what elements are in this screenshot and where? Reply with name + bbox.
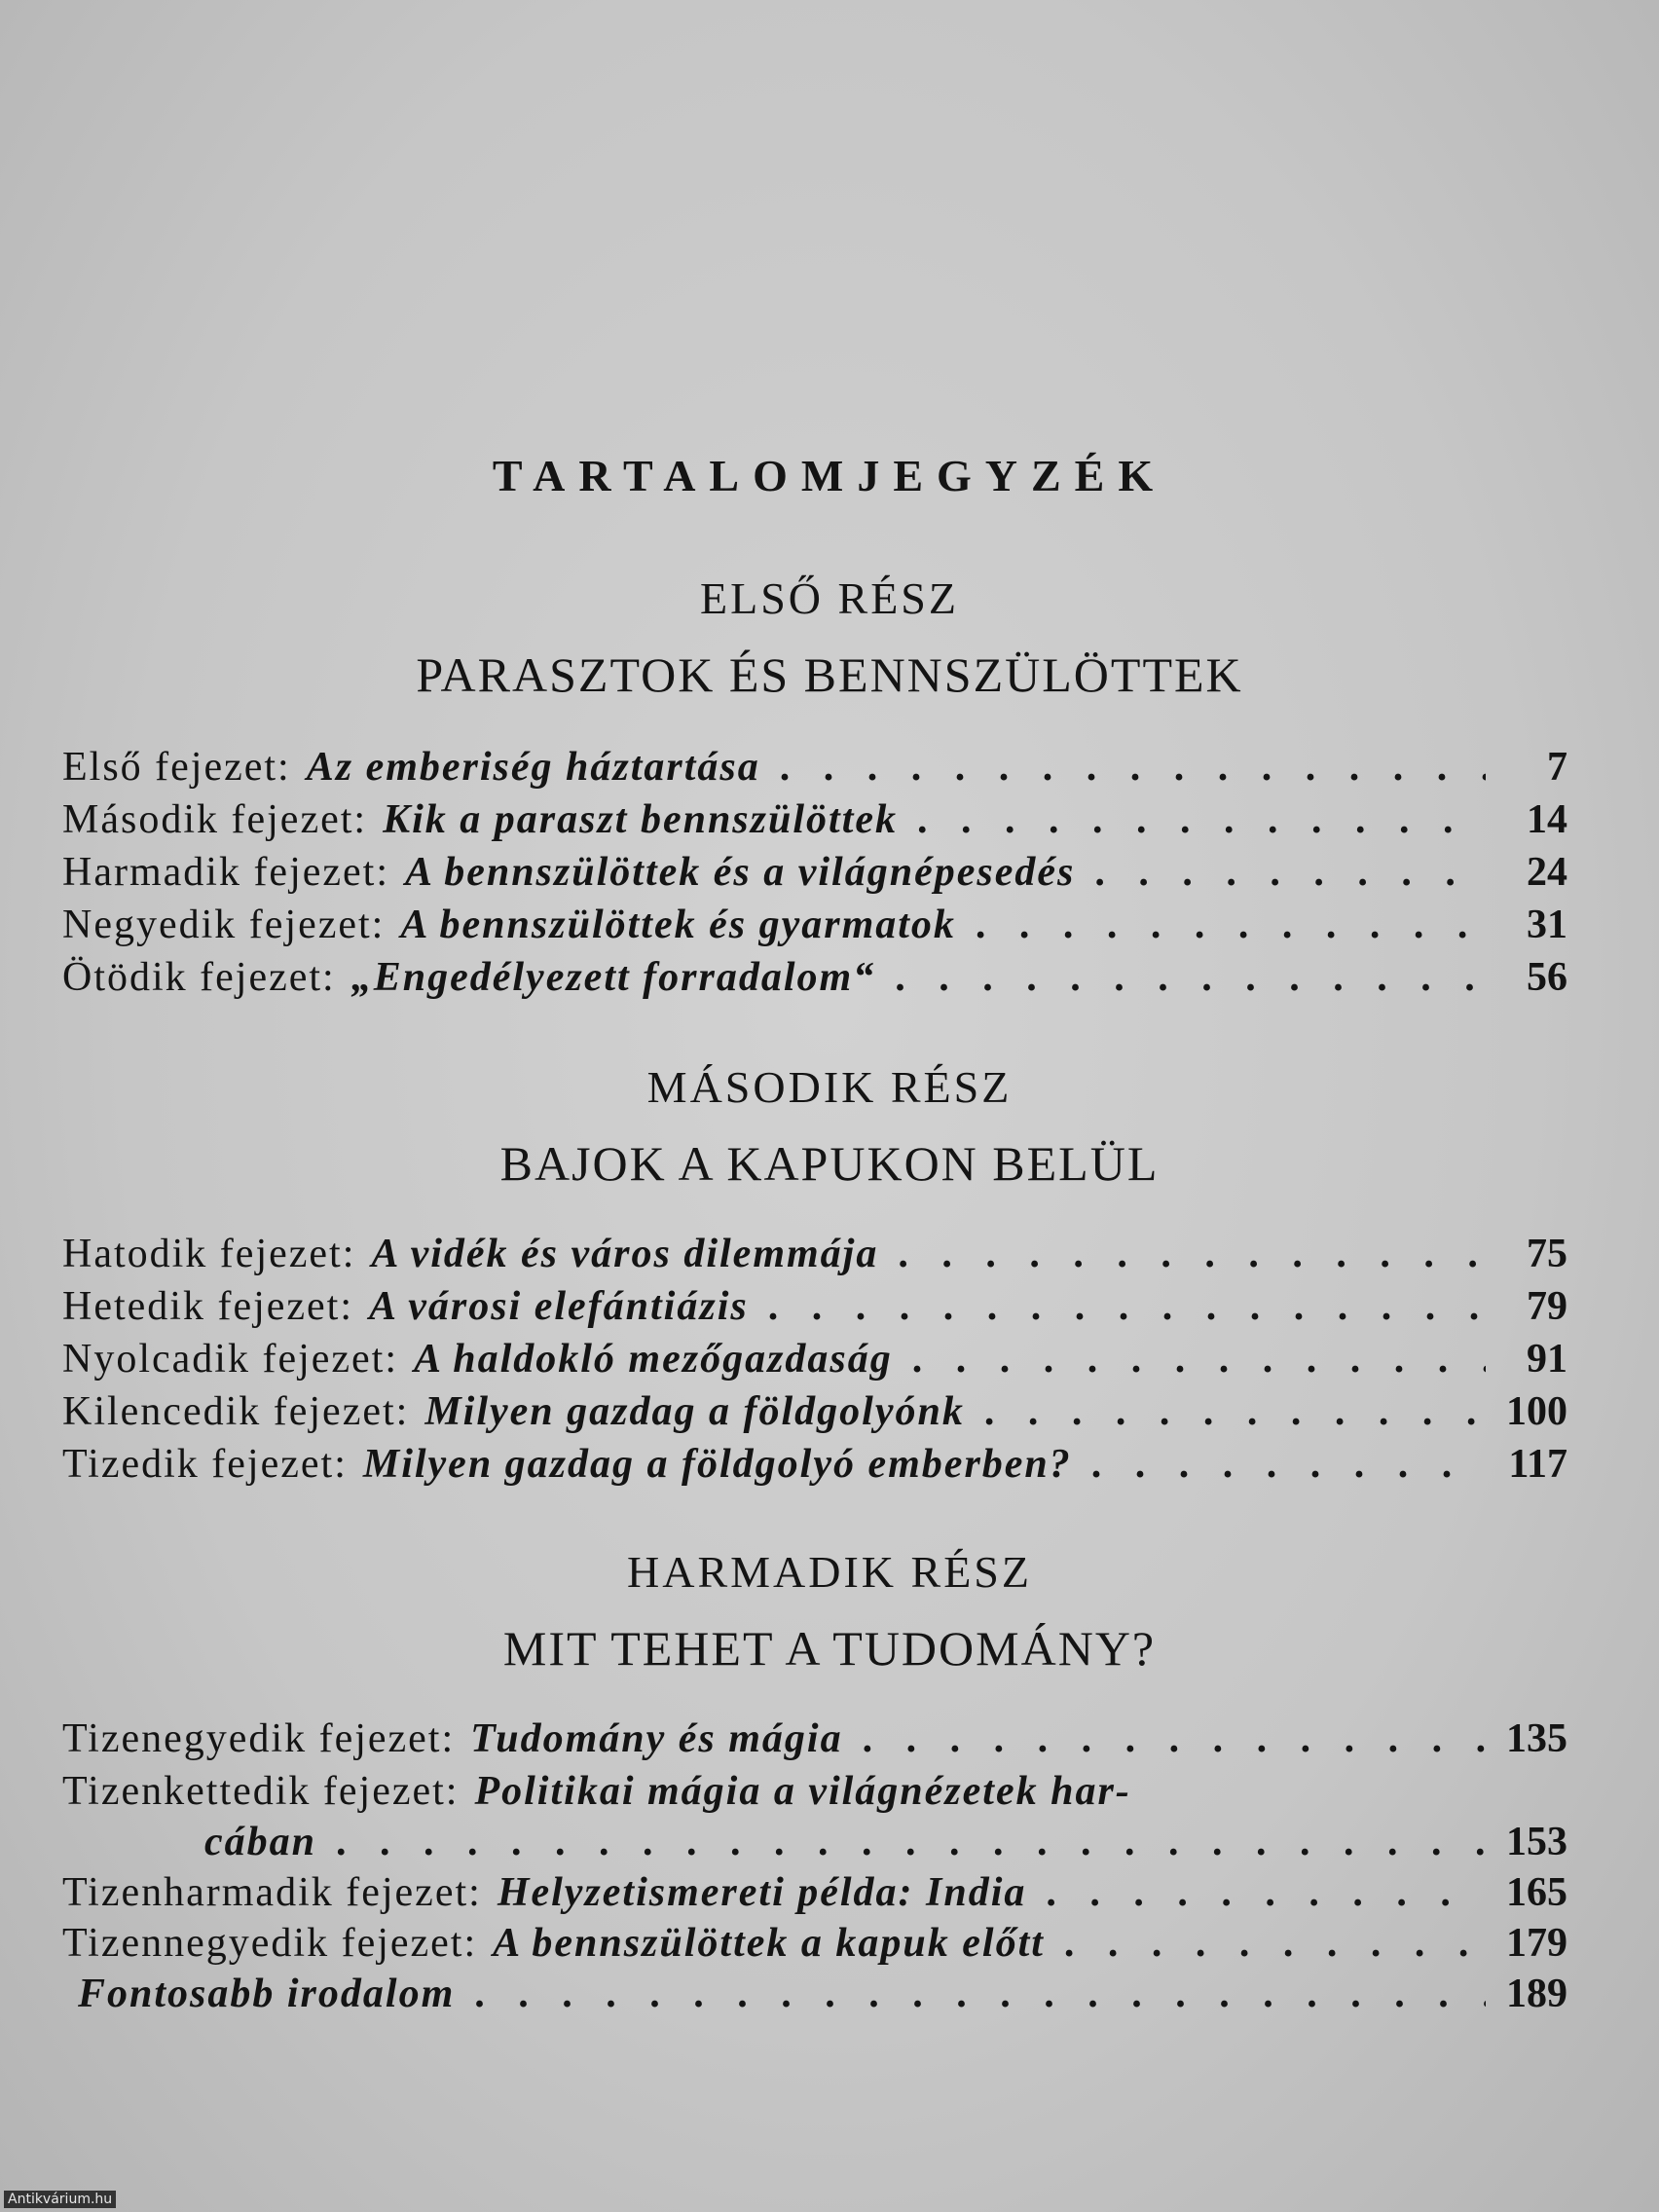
chapter-title: Kik a paraszt bennszülöttek bbox=[383, 797, 899, 842]
toc-entry bbox=[62, 849, 1567, 902]
page-number: 56 bbox=[1527, 955, 1567, 1000]
part-title-1: PARASZTOK ÉS BENNSZÜLÖTTEK bbox=[416, 647, 1243, 702]
chapter-title: A haldokló mezőgazdaság bbox=[414, 1337, 893, 1382]
chapter-label: Tizennegyedik fejezet: bbox=[62, 1921, 478, 1966]
page-number: 91 bbox=[1527, 1337, 1567, 1382]
chapter-title: Milyen gazdag a földgolyó emberben? bbox=[362, 1442, 1072, 1487]
toc-entry bbox=[62, 1231, 1567, 1283]
page-number: 75 bbox=[1527, 1232, 1567, 1276]
page-number: 153 bbox=[1506, 1820, 1567, 1864]
chapter-label: Kilencedik fejezet: bbox=[62, 1389, 410, 1434]
watermark: Antikvárium.hu bbox=[4, 2191, 116, 2208]
chapter-label: Harmadik fejezet: bbox=[62, 850, 389, 895]
page-number: 179 bbox=[1506, 1921, 1567, 1966]
toc-entry bbox=[62, 1920, 1567, 1972]
toc-entry bbox=[62, 1971, 1567, 2023]
chapter-label: Nyolcadik fejezet: bbox=[62, 1337, 399, 1382]
page-number: 117 bbox=[1508, 1442, 1567, 1487]
part-title-3: MIT TEHET A TUDOMÁNY? bbox=[502, 1621, 1157, 1676]
dot-leader bbox=[917, 796, 1486, 843]
chapter-label: Tizenegyedik fejezet: bbox=[62, 1716, 456, 1761]
chapter-label: Tizedik fejezet: bbox=[62, 1442, 348, 1487]
chapter-title: Tudomány és mágia bbox=[470, 1716, 843, 1761]
page-number: 24 bbox=[1527, 850, 1567, 895]
toc-entry bbox=[62, 1768, 1567, 1821]
toc-entry bbox=[62, 796, 1567, 849]
toc-entry bbox=[62, 744, 1567, 796]
chapter-title: A városi elefántiázis bbox=[369, 1284, 749, 1329]
dot-leader bbox=[863, 1715, 1486, 1762]
chapter-title: A bennszülöttek a kapuk előtt bbox=[493, 1921, 1045, 1966]
page-number: 79 bbox=[1527, 1284, 1567, 1329]
dot-leader bbox=[780, 744, 1486, 791]
chapter-title: Politikai mágia a világnézetek har- bbox=[474, 1769, 1131, 1814]
chapter-title: Helyzetismereti példa: India bbox=[497, 1870, 1027, 1915]
toc-entry bbox=[62, 1336, 1567, 1388]
toc-entry bbox=[62, 902, 1567, 954]
toc-entry bbox=[62, 1869, 1567, 1922]
page-number: 7 bbox=[1547, 745, 1567, 790]
dot-leader bbox=[1094, 849, 1486, 896]
dot-leader bbox=[336, 1819, 1486, 1865]
page-number: 165 bbox=[1506, 1870, 1567, 1915]
page-number: 14 bbox=[1527, 797, 1567, 842]
page-number: 189 bbox=[1506, 1972, 1567, 2016]
chapter-title: A bennszülöttek és a világnépesedés bbox=[405, 850, 1076, 895]
chapter-label: Tizenharmadik fejezet: bbox=[62, 1870, 482, 1915]
dot-leader bbox=[898, 1231, 1486, 1277]
toc-entry bbox=[62, 954, 1567, 1007]
toc-entry bbox=[62, 1388, 1567, 1441]
chapter-label: Ötödik fejezet: bbox=[62, 955, 336, 1000]
part-label-3: HARMADIK RÉSZ bbox=[627, 1547, 1032, 1597]
toc-entry bbox=[62, 1441, 1567, 1493]
page-title: TARTALOMJEGYZÉK bbox=[492, 451, 1167, 500]
dot-leader bbox=[768, 1283, 1486, 1330]
dot-leader bbox=[1091, 1441, 1486, 1488]
chapter-title: A vidék és város dilemmája bbox=[371, 1232, 879, 1276]
toc-entry-continuation bbox=[204, 1819, 1567, 1871]
chapter-title: Az emberiség háztartása bbox=[306, 745, 760, 790]
chapter-title: Fontosabb irodalom bbox=[78, 1972, 456, 2016]
dot-leader bbox=[1064, 1920, 1486, 1967]
dot-leader bbox=[474, 1971, 1486, 2017]
part-label-1: ELSŐ RÉSZ bbox=[700, 573, 959, 623]
part-label-2: MÁSODIK RÉSZ bbox=[646, 1062, 1013, 1112]
chapter-label: Második fejezet: bbox=[62, 797, 368, 842]
chapter-label: Első fejezet: bbox=[62, 745, 291, 790]
part-title-2: BAJOK A KAPUKON BELÜL bbox=[499, 1136, 1160, 1191]
dot-leader bbox=[1046, 1869, 1486, 1916]
chapter-title-continuation: cában bbox=[204, 1820, 316, 1864]
chapter-label: Tizenkettedik fejezet: bbox=[62, 1769, 460, 1814]
toc-entry bbox=[62, 1715, 1567, 1768]
chapter-label: Hatodik fejezet: bbox=[62, 1232, 356, 1276]
page-number: 100 bbox=[1506, 1389, 1567, 1434]
dot-leader bbox=[895, 954, 1486, 1001]
chapter-title: A bennszülöttek és gyarmatok bbox=[400, 903, 956, 947]
chapter-title: „Engedélyezett forradalom“ bbox=[350, 955, 876, 1000]
page-number: 135 bbox=[1506, 1716, 1567, 1761]
dot-leader bbox=[976, 902, 1486, 948]
dot-leader bbox=[912, 1336, 1486, 1382]
chapter-label: Hetedik fejezet: bbox=[62, 1284, 354, 1329]
dot-leader bbox=[984, 1388, 1486, 1435]
page-number: 31 bbox=[1527, 903, 1567, 947]
toc-entry bbox=[62, 1283, 1567, 1336]
chapter-label: Negyedik fejezet: bbox=[62, 903, 386, 947]
chapter-title: Milyen gazdag a földgolyónk bbox=[424, 1389, 965, 1434]
